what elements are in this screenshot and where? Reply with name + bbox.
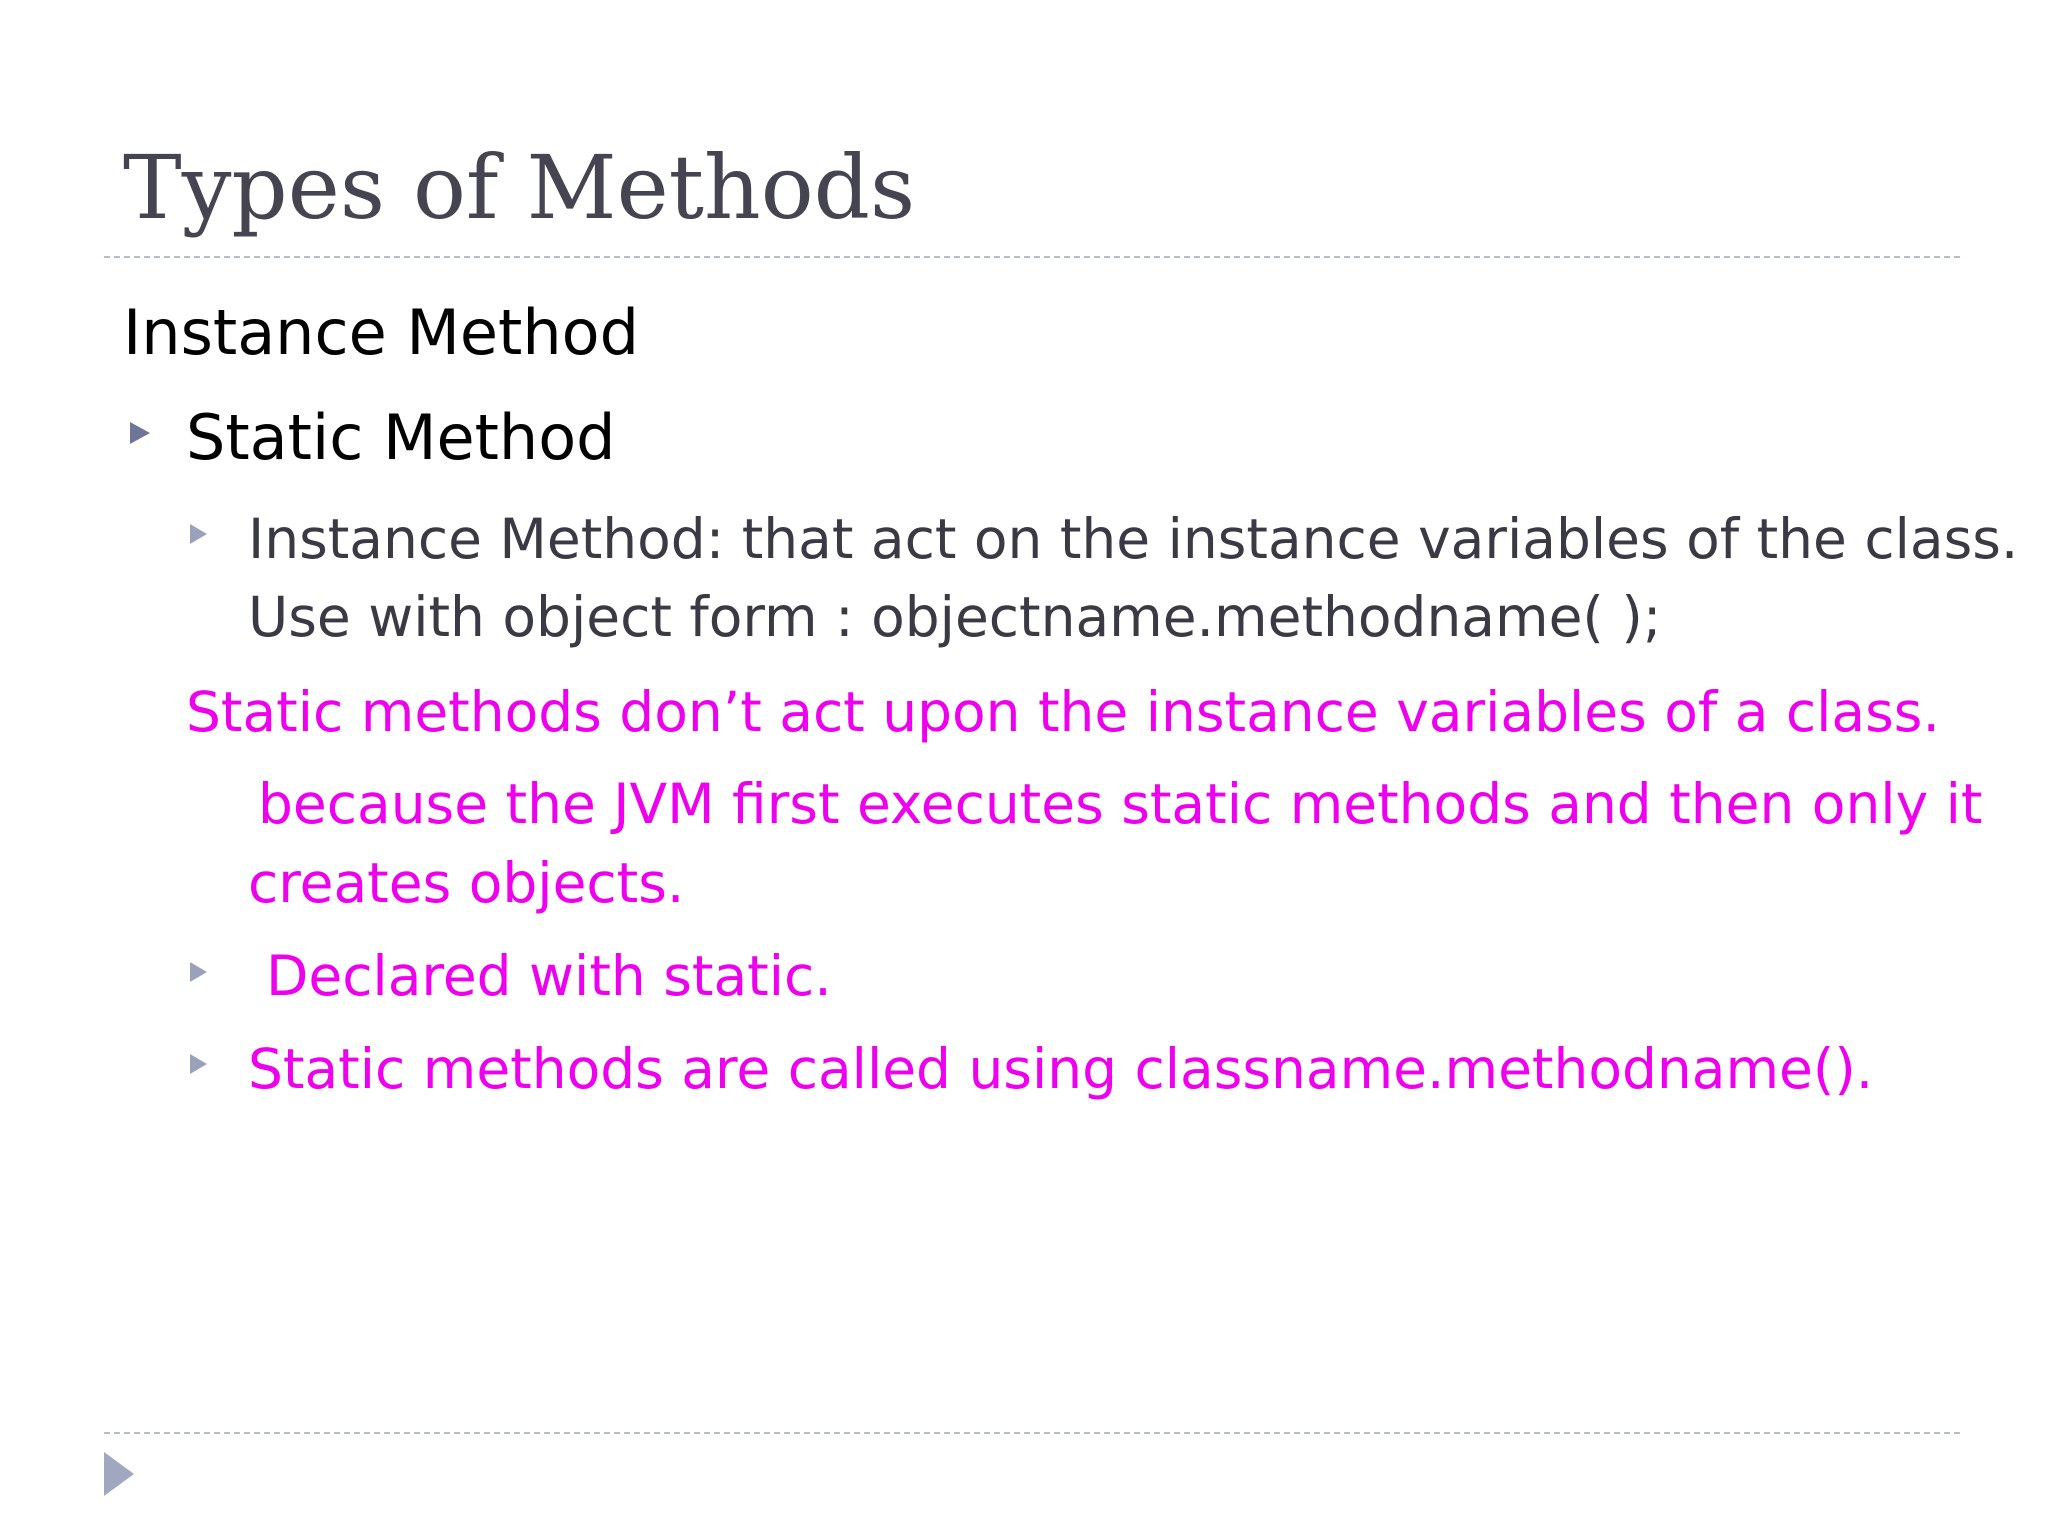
- slide-title: Types of Methods: [123, 136, 916, 239]
- triangle-right-icon: [190, 1054, 207, 1074]
- instance-method-heading: Instance Method: [123, 296, 639, 369]
- instance-method-description-line1: Instance Method: that act on the instance variables of the class.: [248, 507, 2019, 571]
- declared-with-static: Declared with static.: [266, 944, 832, 1008]
- static-method-call-syntax: Static methods are called using classname.methodname().: [248, 1037, 1874, 1101]
- title-divider: [104, 256, 1960, 258]
- triangle-right-icon: [190, 962, 207, 982]
- static-method-heading: Static Method: [186, 401, 616, 474]
- static-method-description-line2: because the JVM first executes static methods and then only it: [258, 772, 1983, 836]
- static-method-description-line1: Static methods don’t act upon the instance variables of a class.: [186, 680, 1940, 744]
- footer-divider: [104, 1432, 1960, 1434]
- static-method-description-line3: creates objects.: [248, 851, 685, 915]
- play-arrow-icon[interactable]: [104, 1452, 134, 1496]
- triangle-right-icon: [190, 524, 207, 544]
- instance-method-description-line2: Use with object form : objectname.methodname( );: [248, 585, 1662, 649]
- triangle-right-icon: [130, 422, 150, 444]
